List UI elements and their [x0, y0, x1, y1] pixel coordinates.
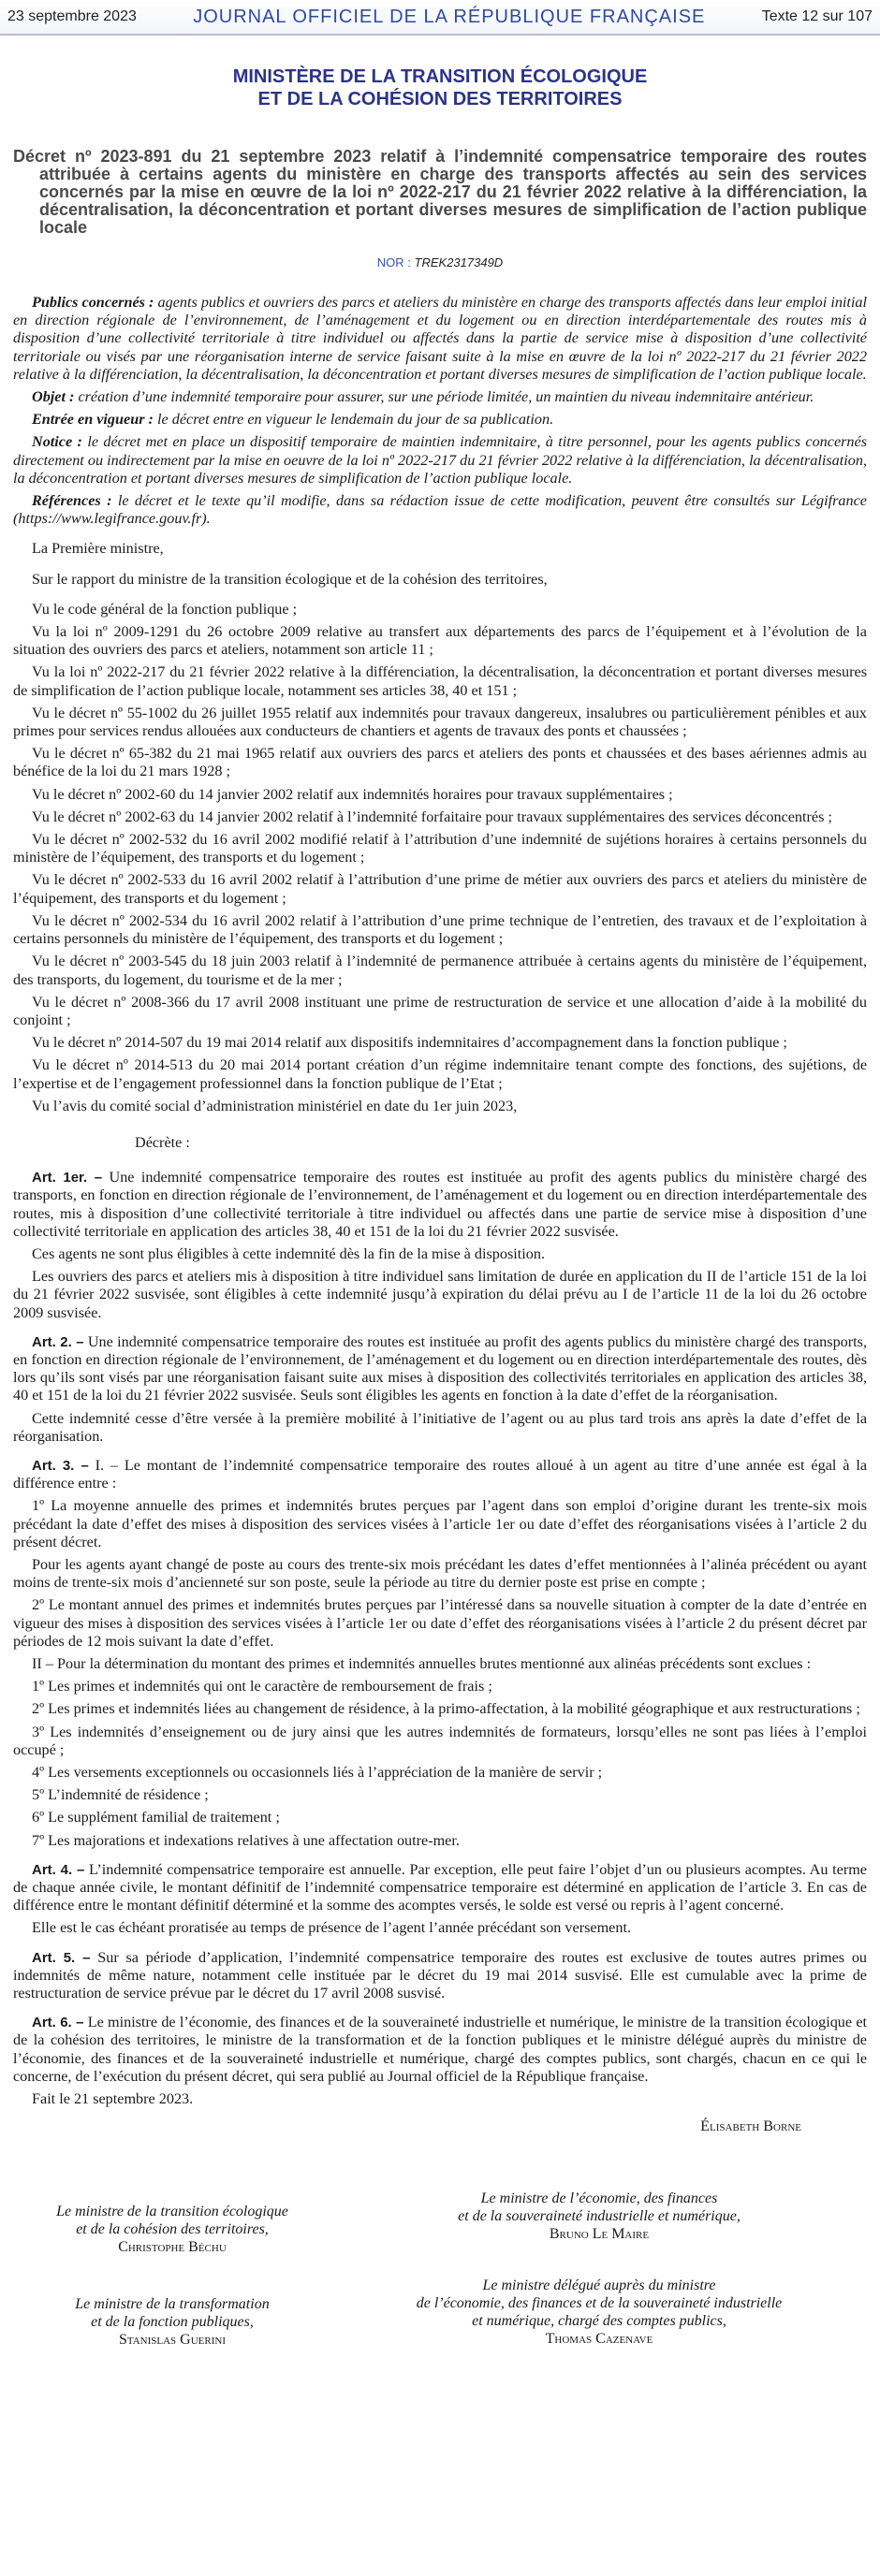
- visa-item: Vu la loi nº 2009-1291 du 26 octobre 2009 relative au transfert aux départements des parcs de l’équipement et à l’évolution de la situation des ouvriers des parcs et ateliers, notamment son article 11 ;: [13, 623, 867, 659]
- article-label: Art. 6. –: [32, 2015, 84, 2031]
- signer: [331, 2190, 867, 2256]
- article-label: Art. 3. –: [32, 1457, 89, 1474]
- visa-item: Vu le décret nº 2014-513 du 20 mai 2014 portant création d’un régime indemnitaire tenant compte des fonctions, des sujétions, de l’expertise et de l’engagement professionnel dans la fonction publique de l’Etat ;: [13, 1056, 867, 1092]
- article-paragraph: [13, 1809, 867, 1826]
- article-text: 1º La moyenne annuelle des primes et indemnités brutes perçues par l’agent dans son emploi d’origine durant les trente-six mois précédant la date d’effet des mises à disposition des services visées à l’article 1er ou date d’effet des réorganisations visées à l’article 2 du présent décret.: [13, 1497, 867, 1550]
- signer-role: Le ministre délégué auprès du ministre de l’économie, des finances et de la souveraineté industrielle et numérique, chargé des comptes publics,: [416, 2278, 783, 2330]
- ministry-line-1: MINISTÈRE DE LA TRANSITION ÉCOLOGIQUE: [232, 66, 648, 87]
- nor-label: NOR :: [376, 255, 411, 269]
- article-text: 2º Les primes et indemnités liées au changement de résidence, à la primo-affectation, à la mobilité géographique et aux restructurations ;: [32, 1700, 860, 1718]
- article-text: Sur sa période d’application, l’indemnité compensatrice temporaire des routes est exclusive de toutes autres primes ou indemnités de même nature, notamment celle instituée par le décret du 19 mai 2014 susvisé. Elle est cumulable avec la prime de restructuration de service prévue par le décret du 17 avril 2008 susvisé.: [13, 1948, 868, 2002]
- notice-text: création d’une indemnité temporaire pour assurer, sur une période limitée, un maintien du niveau indemnitaire antérieur.: [74, 388, 814, 406]
- article-text: I. – Le montant de l’indemnité compensatrice temporaire des routes alloué à un agent au titre d’une année est égal à la différence entre :: [13, 1456, 867, 1492]
- article-text: 7º Les majorations et indexations relatives à une affectation outre-mer.: [32, 1831, 460, 1849]
- article-label: Art. 5. –: [32, 1949, 91, 1966]
- ministry-line-2: ET DE LA COHÉSION DES TERRITOIRES: [257, 89, 623, 109]
- visa-item: Vu le décret nº 2002-63 du 14 janvier 2002 relatif à l’indemnité forfaitaire pour travaux supplémentaires des services déconcentrés ;: [32, 808, 832, 825]
- signer: [13, 2277, 331, 2349]
- article-paragraph-first: [13, 1861, 867, 1915]
- preamble-opening: La Première ministre,: [32, 540, 164, 558]
- article-text: II – Pour la détermination du montant des primes et indemnités annuelles brutes mentionné aux alinéas précédents sont exclues :: [32, 1655, 812, 1672]
- article-paragraph: [13, 1245, 867, 1263]
- signer-name: Stanislas Guerini: [118, 2332, 226, 2349]
- article-paragraph-first: [13, 1169, 867, 1241]
- article-paragraph: [13, 1497, 867, 1551]
- notice-item: [13, 492, 867, 528]
- article-text: Une indemnité compensatrice temporaire des routes est instituée au profit des agents publics du ministère chargé des transports, en fonction en direction régionale de l’environnement, de l’aménagement et du logement ou en direction interdépartementale des routes, dès lors qu’ils sont visés par une réorganisation faisant suite aux mises à disposition des collectivités territoriales en application des articles 38, 40 et 151 de la loi du 21 février 2022 susvisée. Seuls sont éligibles les agents en fonction à la date d’effet de la réorganisation.: [13, 1332, 867, 1404]
- visa-item: Vu le décret nº 2002-60 du 14 janvier 2002 relatif aux indemnités horaires pour travaux supplémentaires ;: [32, 785, 673, 803]
- visa-list: [13, 601, 867, 1115]
- visa-item: Vu le code général de la fonction publique ;: [32, 600, 298, 618]
- article-text: 6º Le supplément familial de traitement ;: [32, 1809, 280, 1826]
- notice-label: Notice :: [32, 433, 82, 451]
- visa-item: Vu le décret nº 2003-545 du 18 juin 2003 relatif à l’indemnité de permanence attribuée à certains agents du ministère de l’équipement, des transports, du logement, du tourisme et de la mer ;: [13, 953, 867, 988]
- journal-header: [0, 0, 880, 36]
- article-label: Art. 1er. –: [32, 1170, 103, 1186]
- article-text: Une indemnité compensatrice temporaire des routes est instituée au profit des agents publics du ministère chargé des transports, en fonction en direction régionale de l’environnement, de l’aménagement et du logement ou en direction interdépartementale des routes, mis à disposition d’une collectivité territoriale à titre individuel ou affectés dans une partie de service mise à disposition d’une collectivité territoriale en application des articles 38, 40 et 151 de la loi du 21 février 2022 susvisée.: [13, 1169, 867, 1240]
- signer-name: Bruno Le Maire: [549, 2226, 650, 2243]
- notice-text: le décret entre en vigueur le lendemain du jour de sa publication.: [153, 411, 554, 429]
- visa-item: Vu la loi nº 2022-217 du 21 février 2022 relative à la différenciation, la décentralisation, la déconcentration et portant diverses mesures de simplification de l’action publique locale, notamment ses articles 38, 40 et 151 ;: [13, 663, 867, 699]
- article-paragraph: [13, 1410, 867, 1446]
- article-text: 5º L’indemnité de résidence ;: [32, 1786, 209, 1804]
- visa-item: Vu le décret nº 2002-534 du 16 avril 2002 relatif à l’attribution d’une prime technique de l’entretien, des travaux et de l’exploitation à certains personnels du ministère de l’équipement, des transports et du logement ;: [13, 911, 867, 948]
- notice-item: [13, 388, 867, 406]
- done-at: Fait le 21 septembre 2023.: [32, 2090, 194, 2108]
- article-text: Pour les agents ayant changé de poste au cours des trente-six mois précédant les dates d’effet mentionnées à l’alinéa précédent ou ayant moins de trente-six mois d’ancienneté sur son poste, seule la période au titre du dernier poste est prise en compte ;: [13, 1555, 867, 1592]
- signer-role: Le ministre de l’économie, des finances et de la souveraineté industrielle et numérique,: [458, 2190, 741, 2225]
- article-label: Art. 4. –: [32, 1861, 85, 1878]
- signer-role: Le ministre de la transition écologique et de la cohésion des territoires,: [56, 2204, 288, 2238]
- article-paragraph: [13, 1832, 867, 1850]
- signer-name: Thomas Cazenave: [545, 2331, 653, 2348]
- preamble-report: Sur le rapport du ministre de la transition écologique et de la cohésion des territoires,: [32, 570, 548, 588]
- closing: [13, 2090, 867, 2135]
- signer-name: Christophe Béchu: [118, 2239, 227, 2256]
- visa-item: Vu l’avis du comité social d’administration ministériel en date du 1er juin 2023,: [32, 1097, 518, 1114]
- article-paragraph: [13, 1919, 867, 1937]
- visa-item: Vu le décret nº 55-1002 du 26 juillet 1955 relatif aux indemnités pour travaux dangereux, insalubres ou particulièrement pénibles et aux primes pour services rendus allouées aux conducteurs de chantiers et agents de travaux des ponts et chaussées ;: [13, 704, 867, 740]
- article-paragraph: [13, 1764, 867, 1782]
- visa-item: Vu le décret nº 2002-533 du 16 avril 2002 relatif à l’attribution d’une prime de métier aux ouvriers des parcs et ateliers du ministère de l’équipement, des transports et du logement ;: [13, 871, 867, 907]
- article-paragraph-first: [13, 1457, 867, 1492]
- notice-item: [13, 433, 867, 488]
- article-text: Le ministre de l’économie, des finances et de la souveraineté industrielle et numérique, le ministre de la transition écologique et de la cohésion des territoires, le ministre de la transformation et de la fonction publiques et le ministre délégué auprès du ministre de l’économie, des finances et de la souveraineté industrielle et numérique, chargé des comptes publics, sont chargés, chacun en ce qui le concerne, de l’exécution du présent décret, qui sera publié au Journal officiel de la République française.: [13, 2014, 867, 2085]
- article-paragraph-first: [13, 2014, 867, 2086]
- article-paragraph-first: [13, 1333, 867, 1405]
- signer: [13, 2190, 331, 2256]
- visa-item: Vu le décret nº 65-382 du 21 mai 1965 relatif aux ouvriers des parcs et ateliers des ponts et chaussées et des bases aériennes admis au bénéfice de la loi du 21 mars 1928 ;: [13, 745, 867, 780]
- article-paragraph: [13, 1596, 867, 1651]
- article-label: Art. 2. –: [32, 1333, 84, 1350]
- article-paragraph: [13, 1678, 867, 1696]
- notice-label: Références :: [32, 492, 112, 510]
- article-text: Cette indemnité cesse d’être versée à la première mobilité à l’initiative de l’agent ou au plus tard trois ans après la date d’effet de la réorganisation.: [13, 1409, 867, 1445]
- article-paragraph: [13, 1655, 867, 1673]
- signer: [331, 2277, 867, 2349]
- visa-item: Vu le décret nº 2014-507 du 19 mai 2014 relatif aux dispositifs indemnitaires d’accompagnement dans la fonction publique ;: [32, 1034, 787, 1052]
- notice-label: Publics concernés :: [32, 294, 154, 311]
- article-paragraph: [13, 1700, 867, 1718]
- publication-date: 23 septembre 2023: [7, 8, 137, 24]
- signer-role: Le ministre de la transformation et de la fonction publiques,: [75, 2296, 270, 2331]
- article-text: Les ouvriers des parcs et ateliers mis à disposition à titre individuel sans limitation de durée en application du II de l’article 151 de la loi du 21 février 2022 susvisée, sont éligibles à cette indemnité jusqu’à expiration du délai prévu au I de l’article 11 de la loi du 26 octobre 2009 susvisée.: [13, 1268, 867, 1321]
- articles: [13, 1169, 867, 2086]
- notice-label: Objet :: [32, 388, 75, 406]
- article-text: Ces agents ne sont plus éligibles à cette indemnité dès la fin de la mise à disposition.: [32, 1244, 546, 1262]
- article-text: 2º Le montant annuel des primes et indemnités brutes perçues par l’intéressé dans sa nouvelle situation à compter de la date d’entrée en vigueur des mises à disposition des services visées à l’article 1er ou date d’effet des réorganisations visées à l’article 2 du présent décret par périodes de 12 mois suivant la date d’effet.: [13, 1596, 867, 1650]
- notice-item: [13, 411, 867, 429]
- article-paragraph: [13, 1556, 867, 1592]
- co-signers: [13, 2190, 867, 2349]
- notice-section: [13, 294, 867, 528]
- preamble: [13, 532, 867, 1152]
- prime-minister-signature: Élisabeth Borne: [700, 2118, 801, 2135]
- nor-value: TREK2317349D: [414, 255, 504, 269]
- article-paragraph: [13, 1786, 867, 1804]
- article-paragraph: [13, 1724, 867, 1759]
- article-paragraph: [13, 1268, 867, 1322]
- ministry-heading: [13, 65, 867, 110]
- article-text: L’indemnité compensatrice temporaire est annuelle. Par exception, elle peut faire l’objet d’un ou plusieurs acomptes. Au terme de chaque année civile, le montant définitif de l’indemnité compensatrice temporaire est déterminé en application de l’article 3. En cas de différence entre le montant définitif déterminé et la somme des acomptes versés, le solde est versé ou repris à l’agent concerné.: [13, 1860, 867, 1914]
- nor-reference: [13, 255, 867, 269]
- article-text: 4º Les versements exceptionnels ou occasionnels liés à l’appréciation de la manière de servir ;: [32, 1764, 603, 1782]
- decrete-heading: Décrète :: [135, 1133, 190, 1151]
- article-text: 1º Les primes et indemnités qui ont le caractère de remboursement de frais ;: [32, 1678, 492, 1696]
- notice-item: [13, 294, 867, 384]
- notice-text: le décret et le texte qu’il modifie, dans sa rédaction issue de cette modification, peuvent être consultés sur Légifrance (https://www.legifrance.gouv.fr).: [13, 492, 867, 528]
- article-text: Elle est le cas échéant proratisée au temps de présence de l’agent l’année précédant son versement.: [32, 1919, 631, 1937]
- article-text: 3º Les indemnités d’enseignement ou de jury ainsi que les autres indemnités de formateurs, lorsqu’elles ne sont pas liées à l’emploi occupé ;: [13, 1723, 867, 1758]
- document-page: [0, 65, 880, 2349]
- text-index: Texte 12 sur 107: [761, 8, 873, 24]
- visa-item: Vu le décret nº 2008-366 du 17 avril 2008 instituant une prime de restructuration de service et une allocation d’aide à la mobilité du conjoint ;: [13, 993, 867, 1028]
- journal-title: JOURNAL OFFICIEL DE LA RÉPUBLIQUE FRANÇAISE: [193, 6, 706, 27]
- notice-text: le décret met en place un dispositif temporaire de maintien indemnitaire, à titre personnel, pour les agents publics concernés directement ou indirectement par la mise en oeuvre de la loi nº 2022-217 du 21 février 2022 relative à la différenciation, la décentralisation, la déconcentration et portant diverses mesures de simplification de l’action publique locale.: [13, 433, 868, 487]
- notice-label: Entrée en vigueur :: [32, 411, 154, 429]
- visa-item: Vu le décret nº 2002-532 du 16 avril 2002 modifié relatif à l’attribution d’une indemnité de sujétions horaires à certains personnels du ministère de l’équipement, des transports et du logement ;: [13, 831, 867, 866]
- article-paragraph-first: [13, 1949, 867, 2003]
- notice-text: agents publics et ouvriers des parcs et ateliers du ministère en charge des transports affectés dans leur emploi initial en direction régionale de l’environnement, de l’aménagement et du logement ou en direction interdépartementale des routes mis à disposition d’une collectivité territoriale à titre individuel ou affectés dans la partie de service mise à disposition d’une collectivité territoriale ou visés par une réorganisation interne de service faisant suite à la mise en œuvre de la loi nº 2022-217 du 21 février 2022 relative à la différenciation, la décentralisation, la déconcentration et portant diverses mesures de simplification de l’action publique locale.: [13, 294, 868, 383]
- decree-title: Décret nº 2023-891 du 21 septembre 2023 relatif à l’indemnité compensatrice temporaire des routes attribuée à certains agents du ministère en charge des transports affectés au sein des services concernés par la mise en œuvre de la loi nº 2022-217 du 21 février 2022 relative à la différenciation, la décentralisation, la déconcentration et portant diverses mesures de simplification de l’action publique locale: [13, 147, 867, 237]
